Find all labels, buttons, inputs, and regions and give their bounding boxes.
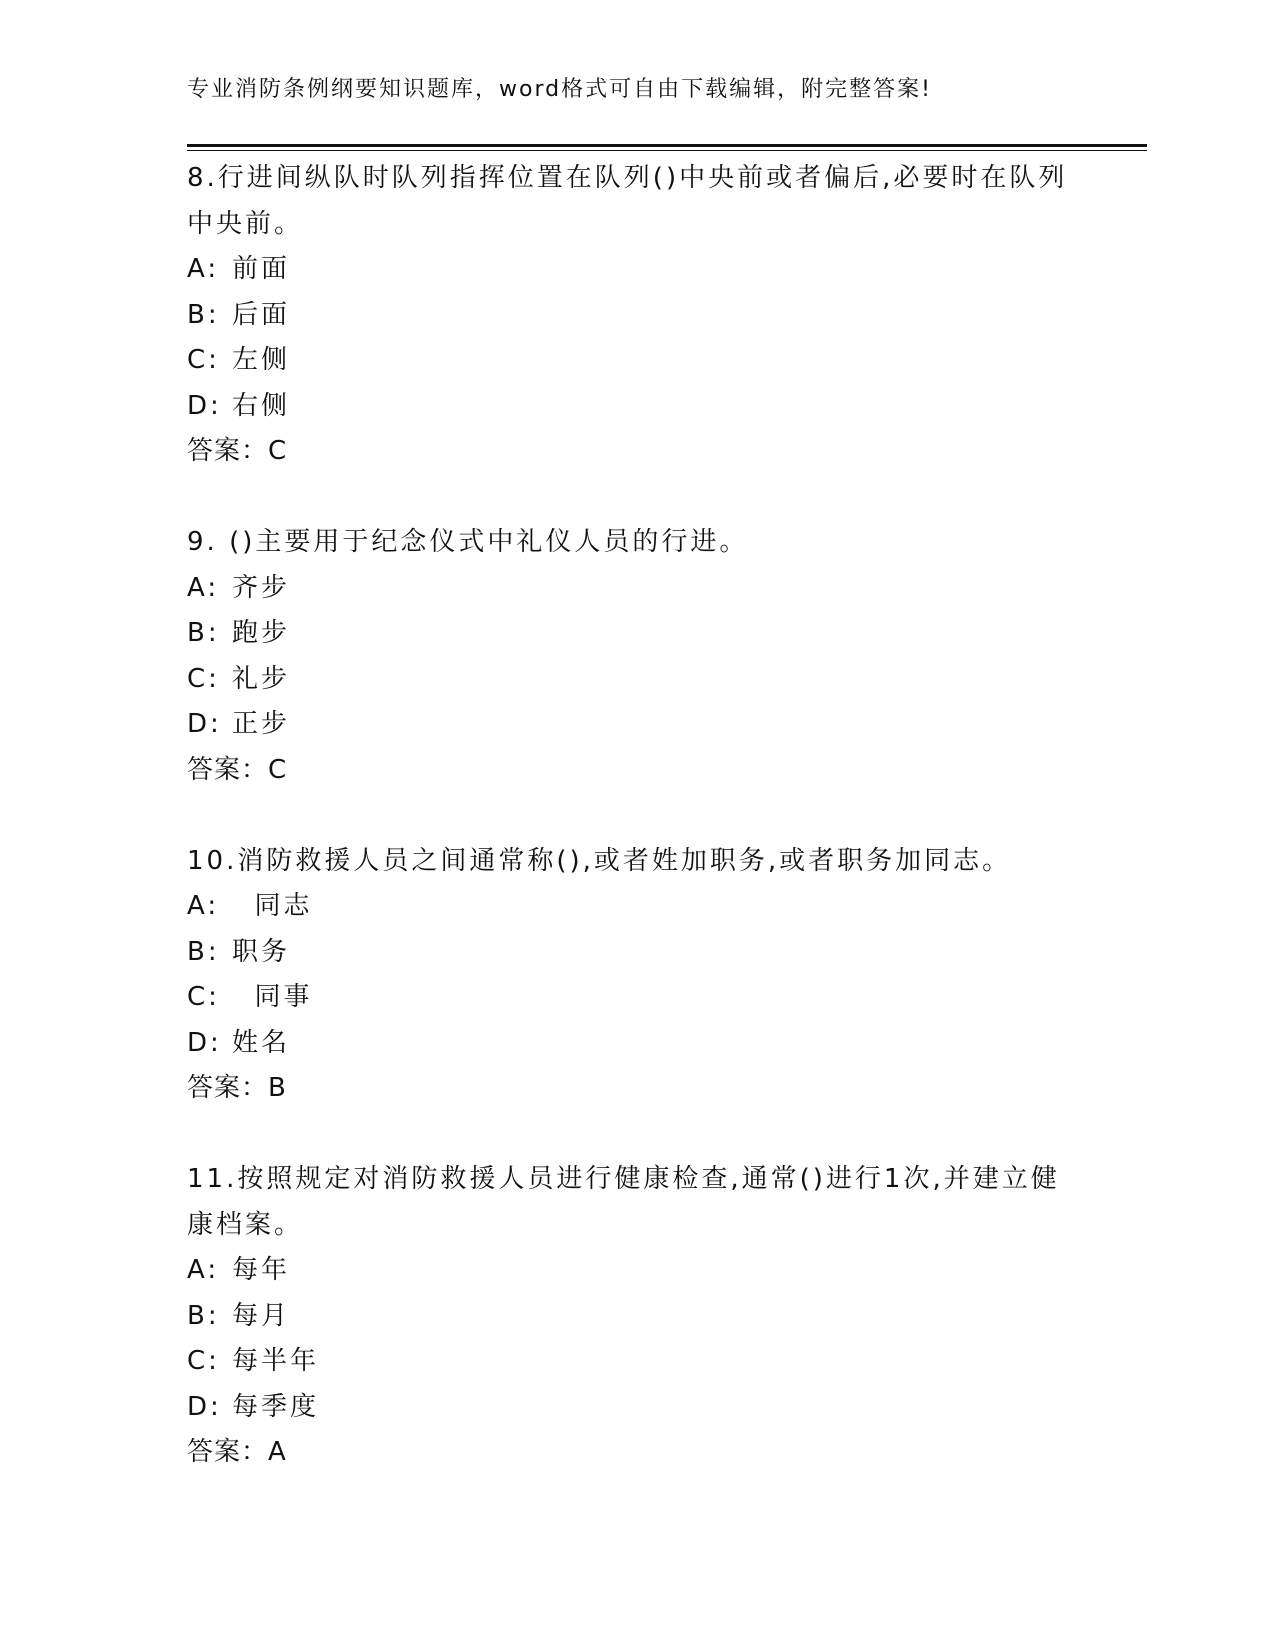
option-c — [187, 657, 1087, 703]
question-stem-continuation: 康档案。 — [187, 1209, 304, 1240]
answer-line: 答案：A — [187, 1437, 287, 1467]
option-b — [187, 1294, 1087, 1340]
question-stem: 9. ()主要用于纪念仪式中礼仪人员的行进。 — [187, 527, 749, 557]
option-b — [187, 293, 1087, 339]
question-11 — [187, 1157, 1087, 1476]
option-a — [187, 247, 1087, 293]
option-key: C: — [187, 345, 220, 375]
option-c — [187, 975, 1087, 1021]
option-key: A: — [187, 254, 220, 284]
question-8 — [187, 156, 1087, 475]
option-text: 前面 — [232, 254, 291, 284]
option-key: C: — [187, 982, 220, 1012]
question-spacer — [187, 1112, 1087, 1158]
question-stem: 8.行进间纵队时队列指挥位置在队列()中央前或者偏后,必要时在队列 — [187, 163, 1068, 193]
question-stem: 11.按照规定对消防救援人员进行健康检查,通常()进行1次,并建立健 — [187, 1164, 1060, 1194]
option-d — [187, 702, 1087, 748]
question-stem-continuation: 中央前。 — [187, 208, 304, 239]
question-list — [187, 156, 1087, 1476]
option-text: 姓名 — [232, 1027, 291, 1058]
option-text: 每年 — [232, 1255, 291, 1285]
option-key: B: — [187, 1300, 220, 1331]
option-text: 同事 — [232, 982, 313, 1012]
answer-line: 答案：C — [187, 754, 288, 785]
option-key: D: — [187, 390, 222, 421]
option-key: A: — [187, 891, 220, 921]
option-text: 同志 — [232, 891, 313, 921]
option-text: 左侧 — [232, 345, 291, 375]
option-key: D: — [187, 709, 222, 739]
option-key: B: — [187, 299, 220, 330]
option-key: C: — [187, 1346, 220, 1376]
option-key: B: — [187, 936, 220, 967]
option-text: 礼步 — [232, 663, 291, 694]
question-spacer — [187, 793, 1087, 839]
option-text: 每季度 — [232, 1391, 320, 1422]
option-text: 跑步 — [232, 618, 291, 648]
option-a — [187, 1248, 1087, 1294]
option-d — [187, 1021, 1087, 1067]
option-text: 齐步 — [232, 572, 291, 603]
option-text: 后面 — [232, 299, 291, 330]
option-key: A: — [187, 1255, 220, 1285]
answer-line: 答案：B — [187, 1073, 287, 1103]
option-key: A: — [187, 572, 220, 603]
option-a — [187, 884, 1087, 930]
option-d — [187, 1385, 1087, 1431]
option-text: 每半年 — [232, 1346, 320, 1376]
option-b — [187, 611, 1087, 657]
option-c — [187, 1339, 1087, 1385]
option-text: 职务 — [232, 936, 291, 967]
question-10 — [187, 839, 1087, 1112]
option-key: D: — [187, 1027, 222, 1058]
option-d — [187, 384, 1087, 430]
answer-line: 答案：C — [187, 436, 288, 466]
header-divider-thick — [187, 144, 1147, 147]
question-9 — [187, 520, 1087, 793]
option-b — [187, 930, 1087, 976]
option-key: B: — [187, 618, 220, 648]
option-key: D: — [187, 1391, 222, 1422]
option-a — [187, 566, 1087, 612]
option-text: 每月 — [232, 1300, 291, 1331]
option-text: 右侧 — [232, 390, 291, 421]
option-text: 正步 — [232, 709, 291, 739]
document-header: 专业消防条例纲要知识题库，word格式可自由下载编辑，附完整答案! — [187, 77, 932, 102]
option-c — [187, 338, 1087, 384]
question-stem: 10.消防救援人员之间通常称(),或者姓加职务,或者职务加同志。 — [187, 845, 1012, 876]
question-spacer — [187, 475, 1087, 521]
header-divider-thin — [187, 150, 1147, 151]
option-key: C: — [187, 663, 220, 694]
